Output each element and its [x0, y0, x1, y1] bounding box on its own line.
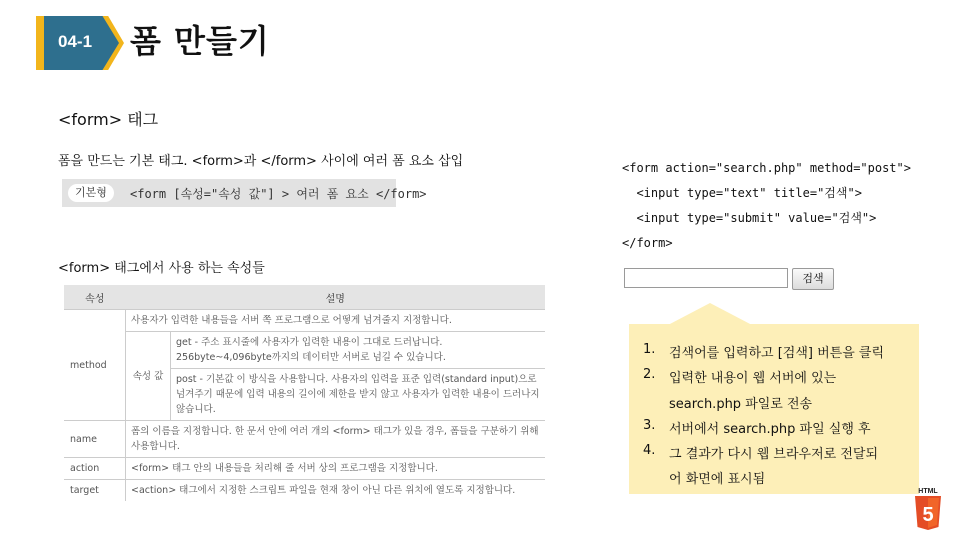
- attr-name-action: action: [64, 458, 126, 480]
- badge-label: 04-1: [58, 32, 93, 51]
- method-value-post: post - 기본값 이 방식을 사용합니다. 사용자의 입력을 표준 입력(standard input)으로 넘겨주기 때문에 입력 내용의 길이에 제한을 받지 않고 사용자가 입력한 내용이 드러나지 않습니다.: [171, 369, 546, 421]
- page-title: 폼 만들기: [130, 22, 270, 60]
- section-description: 폼을 만드는 기본 태그. <form>과 </form> 사이에 여러 폼 요소 삽입: [58, 154, 464, 169]
- syntax-box: [62, 179, 427, 207]
- syntax-label: 기본형: [68, 184, 114, 202]
- table-row: [64, 480, 545, 502]
- step-number: 3.: [643, 418, 656, 433]
- step-number: 1.: [643, 342, 656, 357]
- step-number: 2.: [643, 367, 656, 382]
- attr-desc-name: 폼의 이름을 지정합니다. 한 문서 안에 여러 개의 <form> 태그가 있을 경우, 폼들을 구분하기 위해 사용합니다.: [126, 421, 546, 458]
- code-line: </form>: [622, 236, 673, 250]
- html5-logo-number: 5: [922, 504, 934, 526]
- code-line: <input type="text" title="검색">: [622, 186, 862, 200]
- step-text: 어 화면에 표시됨: [669, 472, 766, 487]
- code-line: <input type="submit" value="검색">: [622, 211, 877, 225]
- step-text: 검색어를 입력하고 [검색] 버튼을 클릭: [669, 346, 885, 361]
- table-header-row: [64, 285, 545, 310]
- method-value-get: get - 주소 표시줄에 사용자가 입력한 내용이 그대로 드러납니다. 256byte~4,096byte까지의 데이터만 서버로 넘길 수 있습니다.: [171, 332, 546, 369]
- section-subhead: <form> 태그: [58, 110, 159, 129]
- demo-search-button[interactable]: 검색: [792, 268, 834, 290]
- step-number: 4.: [643, 443, 656, 458]
- step-text: 그 결과가 다시 웹 브라우저로 전달되: [669, 447, 879, 462]
- table-caption: <form> 태그에서 사용 하는 속성들: [58, 261, 265, 276]
- code-line: <form action="search.php" method="post">: [622, 161, 911, 175]
- html5-logo-label: HTML: [918, 488, 938, 495]
- syntax-code: <form [속성="속성 값"] > 여러 폼 요소 </form>: [130, 187, 427, 201]
- table-row: [64, 332, 545, 369]
- attr-desc-action: <form> 태그 안의 내용들을 처리해 줄 서버 상의 프로그램을 지정합니다.: [126, 458, 546, 480]
- html5-logo-icon: [912, 486, 944, 532]
- header-attribute: 속성: [64, 285, 126, 310]
- steps-callout: [629, 324, 919, 494]
- example-code: [622, 156, 911, 256]
- table-row: [64, 421, 545, 458]
- step-text: 입력한 내용이 웹 서버에 있는: [669, 371, 837, 386]
- table-row: [64, 458, 545, 480]
- demo-search-input[interactable]: [624, 268, 788, 288]
- attr-name-name: name: [64, 421, 126, 458]
- header-description: 설명: [126, 285, 546, 310]
- step-text: 서버에서 search.php 파일 실행 후: [669, 422, 871, 437]
- attr-desc-target: <action> 태그에서 지정한 스크립트 파일을 현재 창이 아닌 다른 위치에 열도록 지정합니다.: [126, 480, 546, 502]
- step-text: search.php 파일로 전송: [669, 397, 813, 412]
- attribute-table: [64, 285, 545, 501]
- table-row: [64, 310, 545, 332]
- attr-name-target: target: [64, 480, 126, 502]
- attr-name-method: method: [64, 310, 126, 421]
- callout-pointer: [668, 303, 752, 325]
- method-values-label: 속성 값: [126, 332, 171, 421]
- attr-desc-method: 사용자가 입력한 내용들을 서버 쪽 프로그램으로 어떻게 넘겨줄지 지정합니다.: [126, 310, 546, 332]
